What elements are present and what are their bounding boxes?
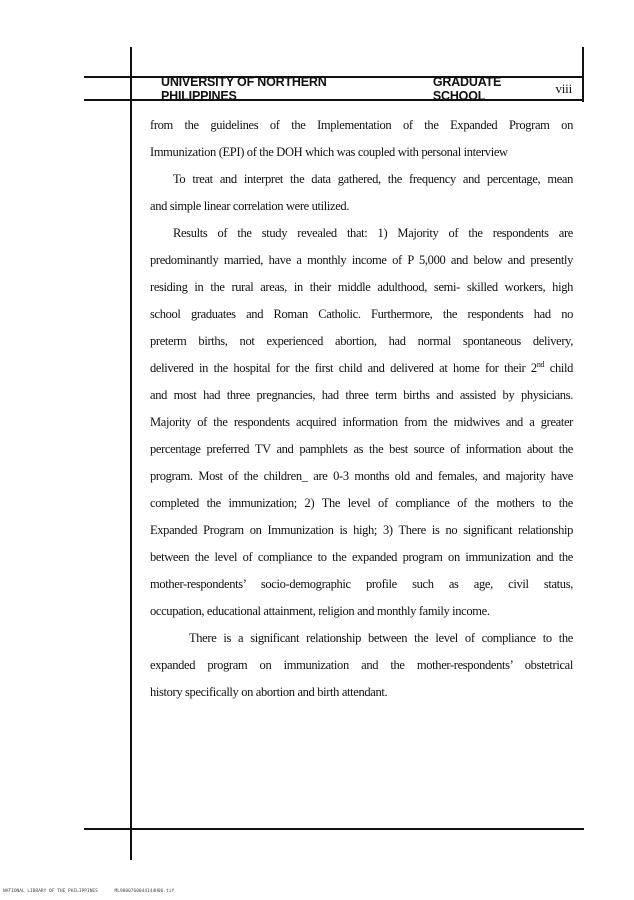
text-line-content: from the guidelines of the Implementation of the Expanded Program on — [150, 118, 573, 132]
text-line-content: residing in the rural areas, in their middle adulthood, semi- skilled workers, high — [150, 280, 573, 294]
text-line-tail: child — [544, 361, 573, 375]
text-line-content: To treat and interpret the data gathered, the frequency and percentage, mean — [173, 172, 573, 186]
text-line-content: completed the immunization; 2) The level of compliance of the mothers to the — [150, 496, 573, 510]
text-line — [150, 301, 573, 328]
text-line — [150, 112, 573, 139]
text-line-content: delivered in the hospital for the first child and delivered at home for their 2 — [150, 361, 537, 375]
text-line-content: There is a significant relationship between the level of compliance to the — [189, 631, 573, 645]
text-line-content: Results of the study revealed that: 1) Majority of the respondents are — [173, 226, 573, 240]
text-line-content: program. Most of the children_ are 0-3 months old and females, and majority have — [150, 469, 573, 483]
text-line-content: preterm births, not experienced abortion, had normal spontaneous delivery, — [150, 334, 573, 348]
library-name: NATIONAL LIBRARY OF THE PHILIPPINES — [3, 889, 98, 894]
text-line — [150, 598, 573, 625]
text-line — [150, 382, 573, 409]
text-line-content: percentage preferred TV and pamphlets as the best source of information about the — [150, 442, 573, 456]
text-line-content: between the level of compliance to the expanded program on immunization and the — [150, 550, 573, 564]
text-line — [150, 328, 573, 355]
text-line — [150, 139, 573, 166]
footer-rule — [84, 828, 584, 830]
text-line — [150, 571, 573, 598]
scan-file-code: ML9800760044144H06.tif — [114, 889, 175, 894]
text-line-content: Expanded Program on Immunization is high; 3) There is no significant relationship — [150, 523, 573, 537]
right-margin-rule — [582, 47, 584, 102]
text-line — [150, 193, 573, 220]
text-line — [150, 625, 573, 652]
school-name: GRADUATE SCHOOL — [432, 74, 502, 103]
text-line-content: predominantly married, have a monthly income of P 5,000 and below and presently — [150, 253, 573, 267]
text-line-content: school graduates and Roman Catholic. Furthermore, the respondents had no — [150, 307, 573, 321]
text-line — [150, 544, 573, 571]
text-line — [150, 463, 573, 490]
text-line — [150, 220, 573, 247]
text-line-content: Immunization (EPI) of the DOH which was coupled with personal interview — [150, 145, 508, 159]
text-line — [150, 166, 573, 193]
text-line-content: and most had three pregnancies, had three term births and assisted by physicians. — [150, 388, 573, 402]
scan-footer — [3, 889, 174, 894]
abstract-body — [150, 112, 573, 706]
text-line — [150, 247, 573, 274]
text-line-content: and simple linear correlation were utilized. — [150, 199, 350, 213]
university-name: UNIVERSITY OF NORTHERN PHILIPPINES — [161, 74, 327, 103]
text-line — [150, 679, 573, 706]
text-line-content: expanded program on immunization and the mother-respondents’ obstetrical — [150, 658, 573, 672]
left-margin-rule — [130, 47, 132, 860]
ordinal-suffix: nd — [536, 359, 545, 369]
text-line-content: Majority of the respondents acquired information from the midwives and a greater — [150, 415, 573, 429]
text-line-content: mother-respondents’ socio-demographic profile such as age, civil status, — [150, 577, 573, 591]
page-number: viii — [555, 80, 572, 96]
text-line — [150, 517, 573, 544]
text-line — [150, 409, 573, 436]
text-line-content: history specifically on abortion and birth attendant. — [150, 685, 388, 699]
text-line — [150, 274, 573, 301]
text-line — [150, 355, 573, 382]
page-header — [135, 74, 580, 103]
text-line — [150, 490, 573, 517]
text-line — [150, 436, 573, 463]
text-line — [150, 652, 573, 679]
text-line-content: occupation, educational attainment, religion and monthly family income. — [150, 604, 490, 618]
